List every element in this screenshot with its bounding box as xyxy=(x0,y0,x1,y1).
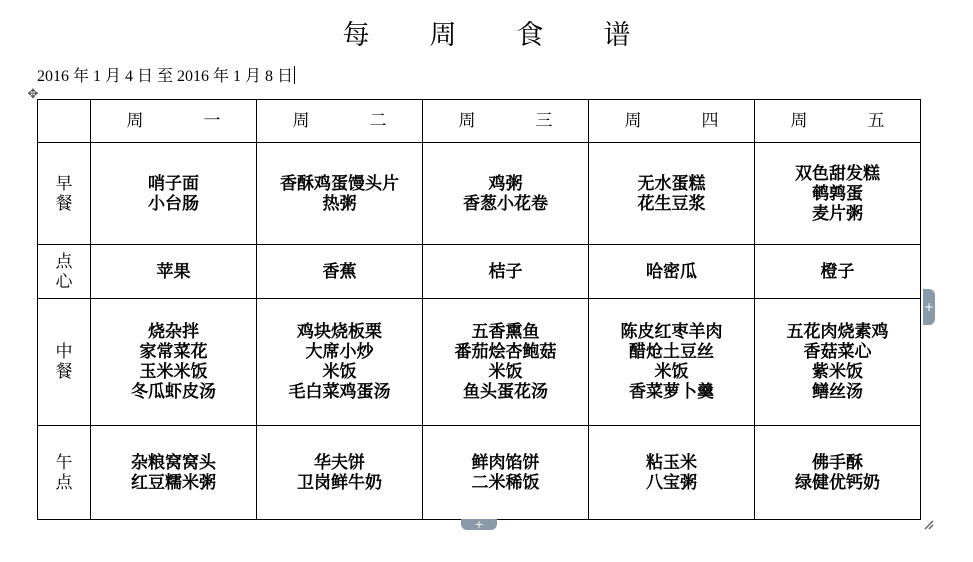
date-range[interactable] xyxy=(37,66,295,88)
dish-item: 哈密瓜 xyxy=(646,261,697,282)
text-cursor xyxy=(294,66,295,84)
dish-item: 麦片粥 xyxy=(812,203,863,224)
lunch-row xyxy=(38,299,921,426)
dish-item: 烧杂拌 xyxy=(148,322,199,342)
dish-item: 五香熏鱼 xyxy=(471,322,540,342)
date-range-text: 2016 年 1 月 4 日 至 2016 年 1 月 8 日 xyxy=(37,68,294,85)
menu-cell xyxy=(589,245,755,299)
dish-item: 米饭 xyxy=(654,362,689,382)
day-header-tue: 周 二 xyxy=(257,100,423,143)
dish-item: 鳝丝汤 xyxy=(812,382,863,402)
dish-item: 香菜萝卜羹 xyxy=(629,382,714,402)
dish-item: 米饭 xyxy=(488,362,523,382)
dish-item: 香蕉 xyxy=(322,261,357,282)
dish-item: 红豆糯米粥 xyxy=(131,472,216,493)
dish-item: 毛白菜鸡蛋汤 xyxy=(288,382,391,402)
dish-item: 小台肠 xyxy=(148,193,199,214)
dish-item: 鸡粥 xyxy=(488,173,523,194)
meal-label-lunch: 中 餐 xyxy=(38,299,91,426)
table-move-icon[interactable]: ✥ xyxy=(27,87,39,102)
menu-cell xyxy=(755,426,921,520)
menu-cell xyxy=(423,245,589,299)
dish-item: 华夫饼 xyxy=(314,452,365,473)
dish-item: 香酥鸡蛋馒头片 xyxy=(280,173,399,194)
table-resize-icon[interactable] xyxy=(924,520,934,530)
menu-cell xyxy=(257,299,423,426)
dish-item: 佛手酥 xyxy=(812,452,863,473)
meal-label-afternoon: 午 点 xyxy=(38,426,91,520)
dish-item: 桔子 xyxy=(488,261,523,282)
weekly-menu-table xyxy=(37,99,921,520)
snack-row xyxy=(38,245,921,299)
dish-item: 双色甜发糕 xyxy=(795,163,880,184)
dish-item: 热粥 xyxy=(322,193,357,214)
menu-cell xyxy=(91,426,257,520)
menu-cell xyxy=(589,299,755,426)
dish-item: 鹌鹑蛋 xyxy=(812,183,863,204)
day-header-wed: 周 三 xyxy=(423,100,589,143)
add-column-button[interactable]: + xyxy=(923,289,935,325)
menu-cell xyxy=(423,143,589,245)
menu-cell xyxy=(91,299,257,426)
afternoon-snack-row xyxy=(38,426,921,520)
dish-item: 玉米米饭 xyxy=(139,362,208,382)
dish-item: 苹果 xyxy=(156,261,191,282)
dish-item: 香菇菜心 xyxy=(803,342,872,362)
menu-cell xyxy=(257,426,423,520)
header-row xyxy=(38,100,921,143)
corner-cell xyxy=(38,100,91,143)
menu-cell xyxy=(91,143,257,245)
dish-item: 卫岗鲜牛奶 xyxy=(297,472,382,493)
meal-label-snack: 点 心 xyxy=(38,245,91,299)
menu-cell xyxy=(755,143,921,245)
dish-item: 冬瓜虾皮汤 xyxy=(131,382,216,402)
dish-item: 大席小炒 xyxy=(305,342,374,362)
dish-item: 陈皮红枣羊肉 xyxy=(620,322,723,342)
menu-cell xyxy=(257,245,423,299)
dish-item: 醋炝土豆丝 xyxy=(629,342,714,362)
dish-item: 杂粮窝窝头 xyxy=(131,452,216,473)
dish-item: 二米稀饭 xyxy=(471,472,540,493)
menu-cell xyxy=(257,143,423,245)
day-header-thu: 周 四 xyxy=(589,100,755,143)
menu-cell xyxy=(91,245,257,299)
dish-item: 番茄烩杏鲍菇 xyxy=(454,342,557,362)
menu-cell xyxy=(589,426,755,520)
dish-item: 家常菜花 xyxy=(139,342,208,362)
dish-item: 鱼头蛋花汤 xyxy=(463,382,548,402)
dish-item: 无水蛋糕 xyxy=(637,173,706,194)
breakfast-row xyxy=(38,143,921,245)
dish-item: 五花肉烧素鸡 xyxy=(786,322,889,342)
dish-item: 米饭 xyxy=(322,362,357,382)
day-header-fri: 周 五 xyxy=(755,100,921,143)
dish-item: 鲜肉馅饼 xyxy=(471,452,540,473)
add-row-button[interactable]: + xyxy=(461,519,497,530)
dish-item: 香葱小花卷 xyxy=(463,193,548,214)
dish-item: 哨子面 xyxy=(148,173,199,194)
menu-cell xyxy=(423,426,589,520)
menu-cell xyxy=(423,299,589,426)
meal-label-breakfast: 早 餐 xyxy=(38,143,91,245)
dish-item: 鸡块烧板栗 xyxy=(297,322,382,342)
dish-item: 八宝粥 xyxy=(646,472,697,493)
day-header-mon: 周 一 xyxy=(91,100,257,143)
dish-item: 橙子 xyxy=(820,261,855,282)
dish-item: 紫米饭 xyxy=(812,362,863,382)
menu-cell xyxy=(755,245,921,299)
page-title: 每周食谱 xyxy=(342,20,691,51)
menu-cell xyxy=(589,143,755,245)
dish-item: 绿健优钙奶 xyxy=(795,472,880,493)
dish-item: 粘玉米 xyxy=(646,452,697,473)
dish-item: 花生豆浆 xyxy=(637,193,706,214)
menu-cell xyxy=(755,299,921,426)
